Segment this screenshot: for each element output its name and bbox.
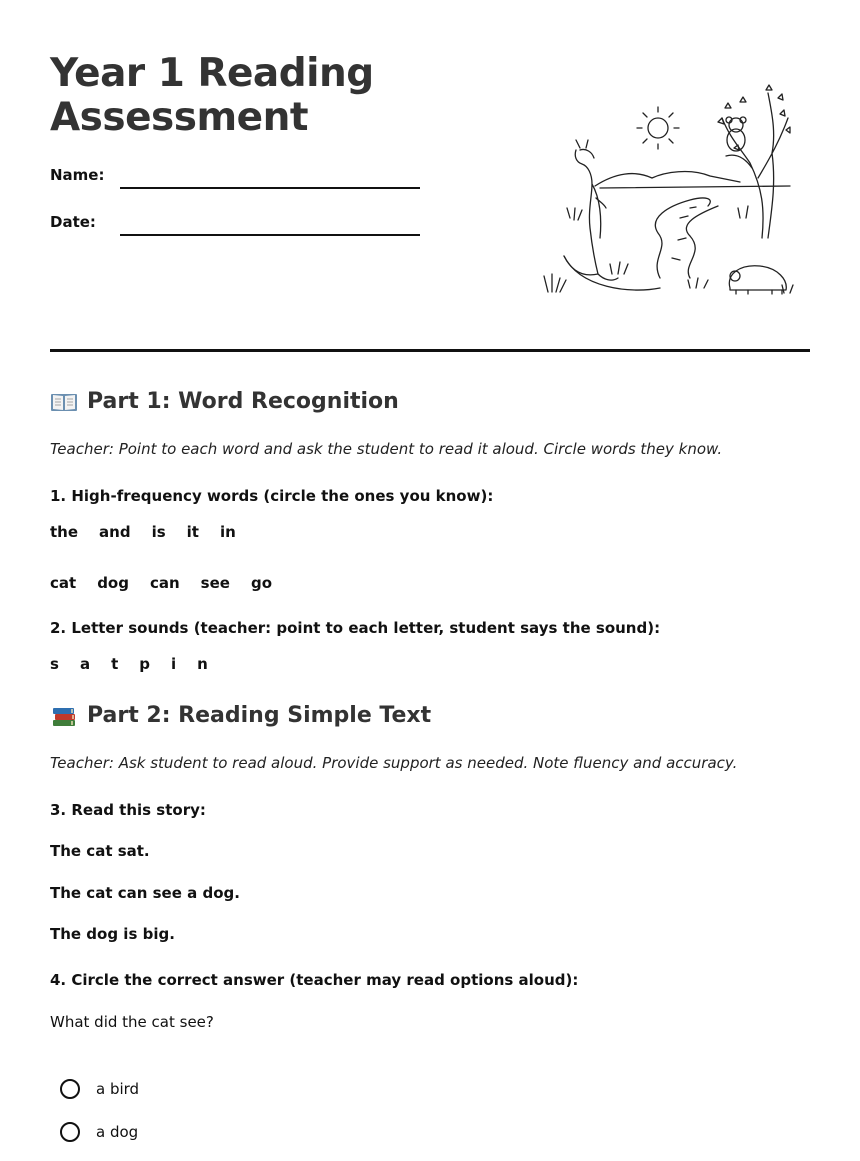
letter-item[interactable]: t [111, 655, 119, 673]
question-4: 4. Circle the correct answer (teacher may read options aloud): [50, 971, 579, 989]
answer-option-label: a bird [96, 1080, 140, 1098]
word-item[interactable]: dog [97, 574, 129, 592]
question-2: 2. Letter sounds (teacher: point to each letter, student says the sound): [50, 619, 661, 637]
date-label: Date: [50, 213, 96, 231]
name-line[interactable] [120, 187, 420, 189]
comprehension-question: What did the cat see? [50, 1013, 214, 1031]
answer-option[interactable] [60, 1079, 139, 1099]
part2-title [50, 703, 431, 728]
story-line: The cat sat. [50, 842, 150, 860]
story-line: The dog is big. [50, 925, 175, 943]
letter-row [50, 655, 208, 673]
letter-item[interactable]: i [170, 655, 177, 673]
answer-option[interactable] [60, 1122, 138, 1142]
part1-instruction: Teacher: Point to each word and ask the student to read it aloud. Circle words they know. [50, 440, 723, 458]
part2-instruction: Teacher: Ask student to read aloud. Provide support as needed. Note fluency and accuracy. [50, 754, 738, 772]
word-row-1 [50, 523, 236, 541]
letter-item[interactable]: p [139, 655, 150, 673]
date-line[interactable] [120, 234, 420, 236]
word-row-2 [50, 574, 272, 592]
word-item[interactable]: can [149, 574, 180, 592]
word-item[interactable]: see [200, 574, 230, 592]
part1-title-text: Part 1: Word Recognition [87, 389, 399, 414]
word-item[interactable]: go [250, 574, 272, 592]
letter-item[interactable]: s [50, 655, 59, 673]
letter-item[interactable]: a [79, 655, 91, 673]
name-label: Name: [50, 166, 105, 184]
word-item[interactable]: cat [50, 574, 77, 592]
question-3: 3. Read this story: [50, 801, 206, 819]
word-item[interactable]: in [219, 523, 236, 541]
word-item[interactable]: it [186, 523, 199, 541]
word-item[interactable]: the [50, 523, 79, 541]
part2-title-text: Part 2: Reading Simple Text [87, 703, 432, 728]
sun-icon [637, 107, 679, 149]
open-book-icon [50, 390, 78, 414]
books-stack-icon [50, 704, 78, 728]
page-title: Year 1 Reading Assessment [50, 51, 374, 140]
story-line: The cat can see a dog. [50, 884, 240, 902]
letter-item[interactable]: n [197, 655, 208, 673]
australian-animals-illustration [540, 78, 794, 306]
kangaroo-icon [564, 140, 660, 290]
radio-circle[interactable] [60, 1079, 80, 1099]
radio-circle[interactable] [60, 1122, 80, 1142]
word-item[interactable]: is [151, 523, 166, 541]
part1-title [50, 389, 399, 414]
question-1: 1. High-frequency words (circle the ones you know): [50, 487, 494, 505]
header-divider [50, 349, 810, 352]
answer-option-label: a dog [96, 1123, 139, 1141]
word-item[interactable]: and [99, 523, 131, 541]
wombat-icon [729, 266, 786, 294]
